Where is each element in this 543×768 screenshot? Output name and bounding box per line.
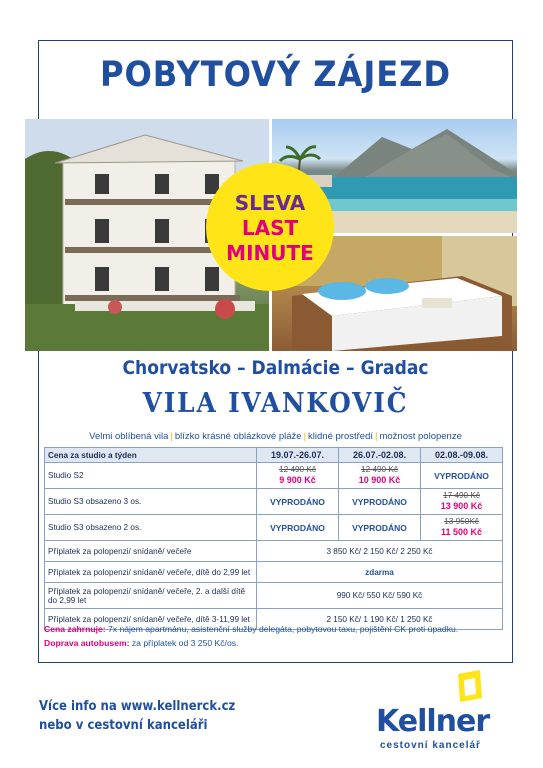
price-cell: [339, 489, 421, 515]
price-cell: [421, 463, 503, 489]
bus-label: Doprava autobusem:: [44, 638, 130, 648]
table-row: [45, 541, 503, 562]
sold-out-label: VYPRODÁNO: [434, 470, 489, 481]
row-label: Studio S2: [45, 463, 257, 489]
feature-item: klidné prostředí: [308, 431, 373, 442]
logo-word: Kellner: [376, 704, 490, 739]
badge-line1: SLEVA: [234, 191, 306, 215]
separator: |: [170, 431, 173, 442]
price-cell: [421, 515, 503, 541]
price-cell: [339, 463, 421, 489]
table-row: [45, 562, 503, 583]
price-cell: [421, 489, 503, 515]
info-line2: nebo v cestovní kanceláři: [39, 718, 208, 733]
row-label: Studio S3 obsazeno 3 os.: [45, 489, 257, 515]
logo-mark-icon: [376, 668, 516, 708]
price-cell: [339, 515, 421, 541]
surcharge-value: 3 850 Kč/ 2 150 Kč/ 2 250 Kč: [257, 541, 503, 562]
surcharge-label: Příplatek za polopenzi/ snídaně/ večeře: [45, 541, 257, 562]
old-price: 12 490 Kč: [361, 465, 398, 474]
new-price: 13 900 Kč: [440, 501, 483, 511]
separator: |: [303, 431, 307, 442]
last-minute-badge: [206, 163, 334, 291]
header-date: 02.08.-09.08.: [421, 448, 503, 463]
price-cell: [257, 463, 339, 489]
old-price: 17 490 Kč: [443, 491, 480, 500]
new-price: 11 500 Kč: [440, 527, 483, 537]
surcharge-label: Příplatek za polopenzi/ snídaně/ večeře, dítě do 2,99 let: [45, 562, 257, 583]
logo-subtitle: cestovní kancelář: [380, 740, 481, 751]
includes-note: [44, 622, 506, 636]
feature-item: Velmi oblíbená vila: [89, 431, 169, 442]
feature-item: blízko krásné oblázkové pláže: [174, 431, 302, 442]
sold-out-label: VYPRODÁNO: [352, 522, 407, 533]
table-row: [45, 583, 503, 609]
features-line: [38, 431, 513, 442]
row-label: Studio S3 obsazeno 2 os.: [45, 515, 257, 541]
sold-out-label: VYPRODÁNO: [352, 496, 407, 507]
table-header-row: [45, 448, 503, 463]
old-price: 13 950Kč: [444, 517, 479, 526]
separator: |: [375, 431, 378, 442]
surcharge-value: 2 150 Kč/ 1 190 Kč/ 1 250 Kč: [257, 609, 503, 630]
bus-note: [44, 636, 506, 650]
header-label: Cena za studio a týden: [45, 448, 257, 463]
includes-text: 7x nájem apartmánu, asistenční služby delegáta, pobytovou taxu, pojištění CK proti úpadku.: [108, 624, 459, 634]
price-notes: [44, 622, 506, 650]
table-row: [45, 489, 503, 515]
surcharge-value: 990 Kč/ 550 Kč/ 590 Kč: [257, 583, 503, 609]
table-row: [45, 515, 503, 541]
price-cell: [257, 489, 339, 515]
header-date: 26.07.-02.08.: [339, 448, 421, 463]
header-date: 19.07.-26.07.: [257, 448, 339, 463]
surcharge-label: Příplatek za polopenzi/ snídaně/ večeře, dítě 3-11,99 let: [45, 609, 257, 630]
includes-label: Cena zahrnuje:: [44, 624, 106, 634]
info-line1: Více info na www.kellnerck.cz: [39, 699, 236, 714]
table-row: [45, 463, 503, 489]
sold-out-label: VYPRODÁNO: [270, 522, 325, 533]
bus-text: za příplatek od 3 250 Kč/os.: [131, 638, 239, 648]
feature-item: možnost polopenze: [379, 431, 462, 442]
surcharge-label: Příplatek za polopenzi/ snídaně/ večeře, 2. a další dítě do 2,99 let: [45, 583, 257, 609]
surcharge-value: zdarma: [257, 562, 503, 583]
price-cell: [257, 515, 339, 541]
villa-name: VILA IVANKOVIČ: [142, 388, 409, 419]
contact-info: [39, 697, 235, 735]
new-price: 9 900 Kč: [279, 475, 316, 485]
new-price: 10 900 Kč: [358, 475, 401, 485]
badge-line3: MINUTE: [226, 241, 314, 265]
sold-out-label: VYPRODÁNO: [270, 496, 325, 507]
destination-heading: Chorvatsko – Dalmácie – Gradac: [122, 357, 429, 379]
badge-line2: LAST: [241, 216, 299, 240]
price-table: [44, 447, 503, 630]
old-price: 12 490 Kč: [279, 465, 316, 474]
poster-title: POBYTOVÝ ZÁJEZD: [99, 55, 452, 95]
kellner-logo: [376, 668, 516, 758]
